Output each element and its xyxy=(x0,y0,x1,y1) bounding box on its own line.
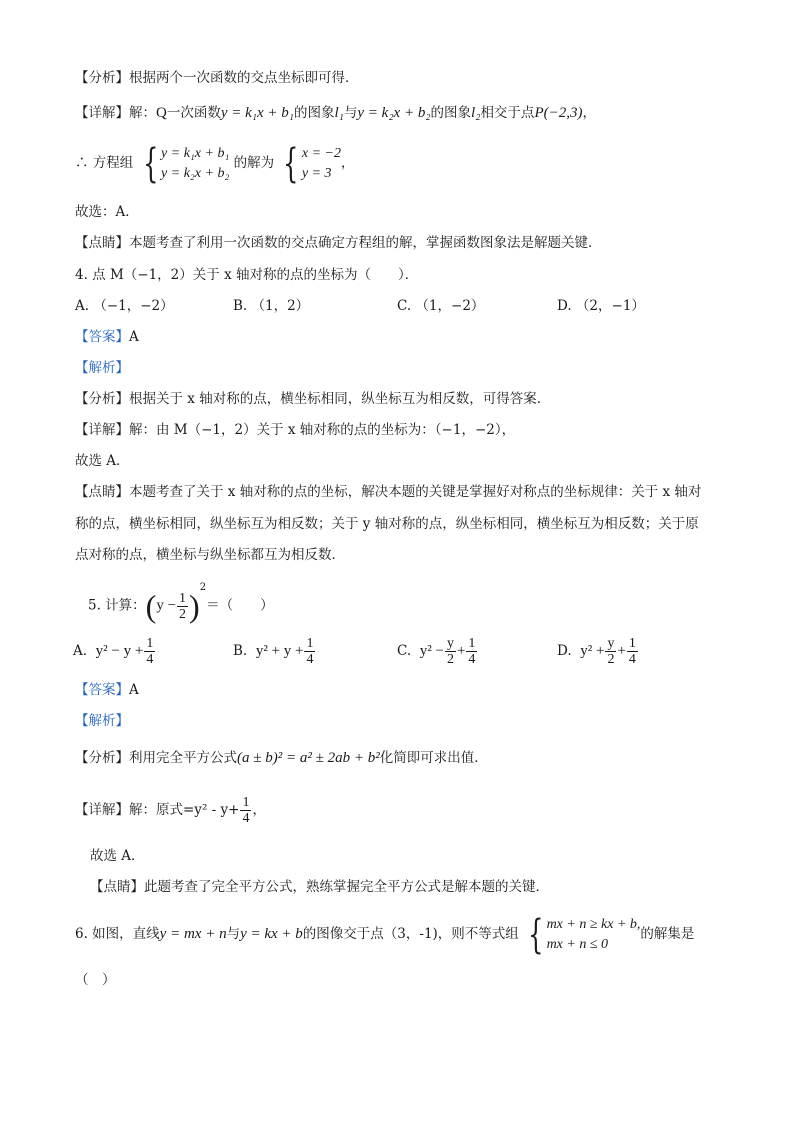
fraction-num: 1 xyxy=(179,590,187,606)
fraction-num: 1 xyxy=(628,636,636,651)
inequality-row: mx + n ≥ kx + b, xyxy=(546,916,641,932)
q4-stem: 4. 点 M（−1，2）关于 x 轴对称的点的坐标为（ ）． xyxy=(75,267,419,283)
q3-detail xyxy=(75,103,596,123)
fraction xyxy=(240,795,251,826)
q4-comment-line-2: 称的点，横坐标相同，纵坐标互为相反数；关于 y 轴对称的点，纵坐标相同，横坐标互为相反数；关于原 xyxy=(75,516,699,532)
fraction-den: 4 xyxy=(468,652,476,667)
solution-row: x = −2 xyxy=(301,145,341,161)
fraction-num: 1 xyxy=(468,636,476,651)
fraction-den: 4 xyxy=(628,652,636,667)
q5-option-b xyxy=(233,636,316,667)
q3-equation-1: y = k₁x + b₁ xyxy=(220,105,294,121)
option-expr: + xyxy=(456,643,466,659)
q5-analysis-suffix: 化简即可求出值． xyxy=(379,750,488,766)
analysis-tag: 【分析】 xyxy=(75,70,129,86)
equation-system xyxy=(138,140,230,187)
q5-answer xyxy=(75,680,139,700)
comment-tag: 【点睛】 xyxy=(75,484,129,500)
q6-stem-prefix: 6. 如图，直线 xyxy=(75,926,160,942)
fraction-num: 1 xyxy=(146,636,154,651)
fraction-den: 2 xyxy=(446,652,454,667)
q4-answer xyxy=(75,327,139,347)
solution-row: y = 3 xyxy=(301,165,332,181)
fraction xyxy=(445,636,456,667)
answer-tag: 【答案】 xyxy=(75,682,129,698)
q5-detail-text: 解：原式=y² - y+ xyxy=(129,802,240,818)
q5-comment-text: 此题考查了完全平方公式，熟练掌握完全平方公式是解本题的关键． xyxy=(144,879,549,895)
fraction-den: 4 xyxy=(146,652,154,667)
q6-stem-suffix: 的解集是 xyxy=(640,926,695,942)
fraction-den: 2 xyxy=(607,652,615,667)
fraction-num: y xyxy=(607,636,615,651)
q4-choose: 故选 A． xyxy=(75,453,130,469)
fraction-den: 4 xyxy=(242,811,250,826)
q5-square: 2 xyxy=(199,582,207,593)
q3-detail-text: 一次函数 xyxy=(166,105,221,121)
q3-equation-2: y = k₂x + b₂ xyxy=(357,105,431,121)
brace: { xyxy=(528,911,544,958)
fraction-num: y xyxy=(446,636,454,651)
comment-tag: 【点睛】 xyxy=(75,235,129,251)
q4-option-a: A. （−1，−2） xyxy=(75,298,174,314)
q3-detail-text: 相交于点 xyxy=(480,105,535,121)
q5-detail xyxy=(75,790,266,830)
q5-comment xyxy=(90,877,549,897)
q4-detail xyxy=(75,420,515,440)
option-expr: y² − y + xyxy=(95,643,144,659)
analysis-tag: 【分析】 xyxy=(75,391,129,407)
q5-analysis-prefix: 利用完全平方公式 xyxy=(129,750,237,766)
q6-stem-text: 与 xyxy=(226,926,241,942)
detail-tag: 【详解】 xyxy=(75,105,129,121)
q4-answer-value: A xyxy=(129,329,139,345)
paren-left: ( xyxy=(145,588,157,624)
q3-point: P(−2,3) xyxy=(534,105,583,121)
comment-tag: 【点睛】 xyxy=(90,879,144,895)
q3-comment xyxy=(75,233,602,253)
q5-option-c xyxy=(397,636,478,667)
q3-choose: 故选：A． xyxy=(75,204,139,220)
q3-system xyxy=(75,140,355,187)
q5-formula: (a ± b)² = a² ± 2ab + b² xyxy=(237,750,380,766)
q6-stem-line-2: （ ） xyxy=(75,972,116,988)
q5-explain-tag: 【解析】 xyxy=(75,713,129,729)
q6-line-2: y = kx + b xyxy=(240,926,303,942)
q4-option-b: B. （1，2） xyxy=(233,298,310,314)
brace: { xyxy=(142,140,158,187)
system-row: y = k₁x + b₁ xyxy=(161,145,230,161)
q3-analysis-text: 根据两个一次函数的交点坐标即可得． xyxy=(129,70,359,86)
q5-option-d xyxy=(557,636,639,667)
fraction xyxy=(304,636,315,667)
q5-stem-suffix: ＝（ ） xyxy=(206,597,274,614)
solution-system xyxy=(278,140,341,187)
q5-option-a xyxy=(73,636,156,667)
q6-line-1: y = mx + n xyxy=(159,926,227,942)
system-row: y = k₂x + b₂ xyxy=(161,165,230,181)
q4-analysis-text: 根据关于 x 轴对称的点，横坐标相同，纵坐标互为相反数，可得答案． xyxy=(129,391,551,407)
fraction xyxy=(605,636,616,667)
option-expr: y² + y + xyxy=(255,643,304,659)
fraction-den: 4 xyxy=(306,652,314,667)
q3-therefore: ∴ 方程组 xyxy=(75,155,134,171)
q5-choose: 故选 A． xyxy=(90,848,145,864)
fraction xyxy=(627,636,638,667)
option-label: A. xyxy=(73,643,88,659)
inequality-system xyxy=(523,911,641,958)
brace: { xyxy=(283,140,299,187)
q5-stem-prefix: 5. 计算： xyxy=(88,597,146,614)
fraction-den: 2 xyxy=(179,606,187,622)
option-expr: + xyxy=(617,643,626,659)
q4-option-d: D. （2，−1） xyxy=(557,298,645,314)
answer-tag: 【答案】 xyxy=(75,329,129,345)
q6-stem-mid: 的图像交于点（3，-1)，则不等式组 xyxy=(302,926,519,942)
because-symbol: Q xyxy=(156,105,167,121)
q4-detail-text: 解：由 M（−1，2）关于 x 轴对称的点的坐标为：（−1，−2）， xyxy=(129,422,516,438)
q3-analysis xyxy=(75,68,359,88)
q3-comma: ， xyxy=(340,155,355,171)
inequality-row: mx + n ≤ 0 xyxy=(546,936,609,952)
q3-line-l2: l₂ xyxy=(471,105,481,121)
q4-comment xyxy=(75,482,701,502)
q5-answer-value: A xyxy=(129,682,139,698)
q3-detail-text: 的图象 xyxy=(294,105,335,121)
q3-detail-text: 的图象 xyxy=(430,105,472,121)
q4-comment-line-3: 点对称的点，横坐标与纵坐标都互为相反数． xyxy=(75,547,345,563)
q5-stem xyxy=(88,582,274,626)
fraction xyxy=(144,636,155,667)
q6-stem xyxy=(75,911,695,958)
detail-tag: 【详解】 xyxy=(75,422,129,438)
option-label: C. xyxy=(397,643,412,659)
q5-analysis xyxy=(75,748,488,768)
fraction-num: 1 xyxy=(306,636,314,651)
detail-tag: 【详解】 xyxy=(75,802,129,818)
q5-comma: ， xyxy=(252,802,266,818)
q4-option-c: C. （1，−2） xyxy=(397,298,485,314)
q3-comment-text: 本题考查了利用一次函数的交点确定方程组的解，掌握函数图象法是解题关键． xyxy=(129,235,602,251)
q4-analysis xyxy=(75,389,550,409)
q5-stem-y: y − xyxy=(156,597,177,614)
analysis-tag: 【分析】 xyxy=(75,750,129,766)
q4-explain-tag: 【解析】 xyxy=(75,360,129,376)
q4-comment-line: 本题考查了关于 x 轴对称的点的坐标，解决本题的关键是掌握好对称点的坐标规律：关于 x 轴对 xyxy=(129,484,702,500)
q3-line-l1: l₁ xyxy=(334,105,344,121)
option-label: D. xyxy=(557,643,572,659)
q3-solution-label: 的解为 xyxy=(233,155,275,171)
option-expr: y² + xyxy=(580,643,605,659)
fraction xyxy=(177,591,188,622)
q3-detail-prefix: 解： xyxy=(129,105,156,121)
fraction xyxy=(466,636,477,667)
option-expr: y² − xyxy=(419,643,444,659)
q3-detail-text: 与 xyxy=(343,105,358,121)
fraction-num: 1 xyxy=(242,795,250,810)
paren-right: ) xyxy=(189,588,200,624)
q3-comma: ， xyxy=(582,105,596,121)
option-label: B. xyxy=(233,643,248,659)
